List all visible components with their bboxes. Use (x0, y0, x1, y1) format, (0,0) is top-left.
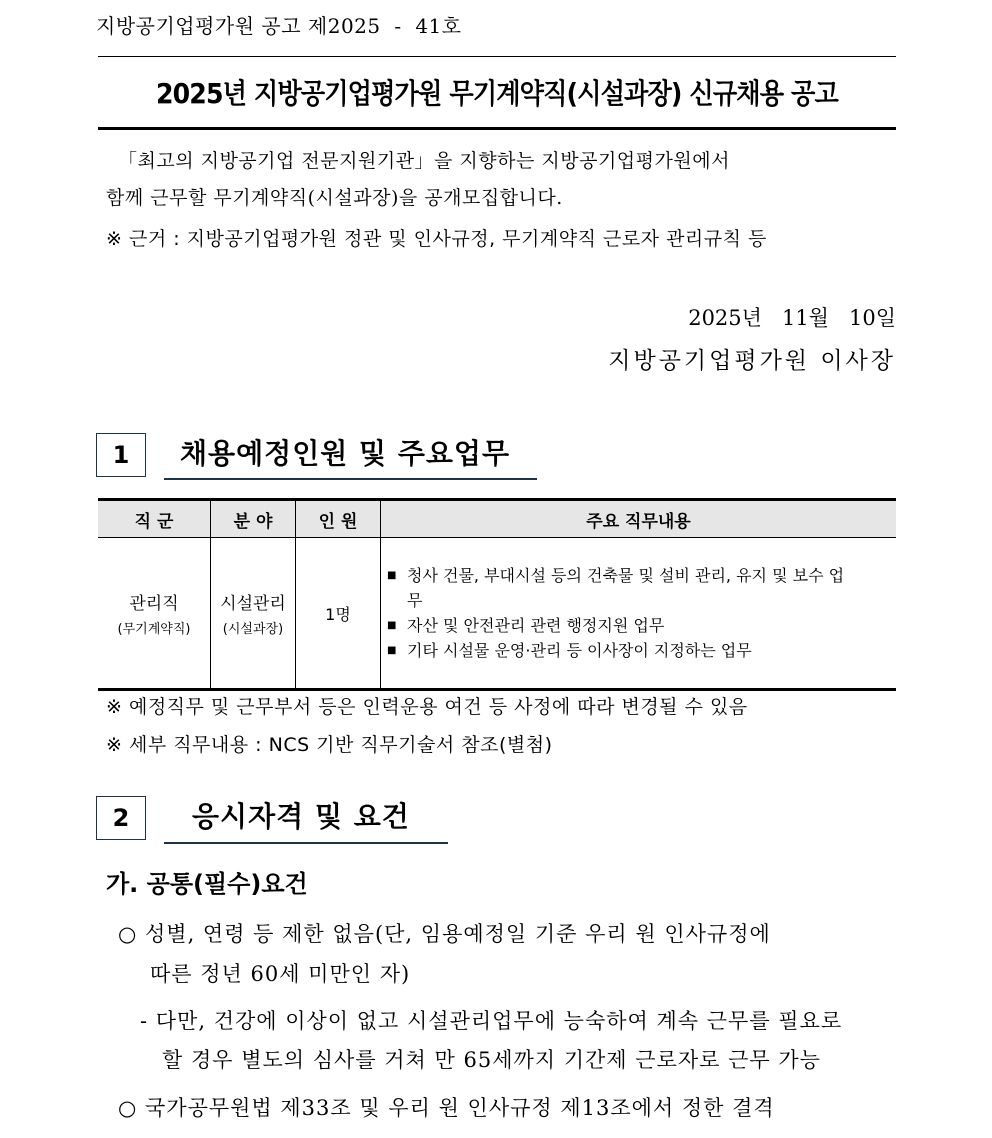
job-group-cell (98, 538, 211, 690)
section-underline (164, 842, 448, 844)
section-number-box: 2 (96, 796, 146, 840)
recruitment-table (98, 498, 896, 691)
square-bullet-icon: ■ (387, 570, 397, 581)
requirement-item: ○ 성별, 연령 등 제한 없음(단, 임용예정일 기준 우리 원 인사규정에 (118, 922, 771, 946)
subsection-title: 가. 공통(필수)요건 (106, 870, 308, 898)
job-group: 관리직 (129, 594, 179, 614)
duty-item: ■ 자산 및 안전관리 관련 행정지원 업무 (387, 613, 895, 638)
top-divider (98, 56, 896, 57)
column-header: 분 야 (211, 500, 296, 538)
job-group-sub: (무기계약직) (117, 622, 191, 637)
field-sub: (시설과장) (222, 622, 284, 637)
square-bullet-icon: ■ (387, 620, 397, 631)
issuer: 지방공기업평가원 이사장 (608, 348, 896, 374)
legal-basis: ※ 근거 : 지방공기업평가원 정관 및 인사규정, 무기계약직 근로자 관리규칙 등 (106, 228, 767, 250)
column-header: 인 원 (296, 500, 381, 538)
square-bullet-icon: ■ (387, 645, 397, 656)
field-cell (211, 538, 296, 690)
table-note: ※ 세부 직무내용 : NCS 기반 직무기술서 참조(별첨) (106, 734, 553, 756)
requirement-item: ○ 국가공무원법 제33조 및 우리 원 인사규정 제13조에서 정한 결격 (118, 1096, 775, 1120)
column-header: 주요 직무내용 (381, 500, 897, 538)
table-header-row (98, 500, 896, 538)
intro-line-1: 「최고의 지방공기업 전문지원기관」을 지향하는 지방공기업평가원에서 (118, 150, 730, 172)
duty-item: ■ 청사 건물, 부대시설 등의 건축물 및 설비 관리, 유지 및 보수 업무 (387, 563, 895, 613)
section-number-box: 1 (96, 433, 146, 477)
announcement-date: 2025년 11월 10일 (688, 306, 896, 330)
duties-cell (381, 538, 897, 690)
intro-line-2: 함께 근무할 무기계약직(시설과장)을 공개모집합니다. (106, 187, 563, 209)
document-number: 지방공기업평가원 공고 제2025 - 41호 (96, 14, 462, 38)
field: 시설관리 (220, 594, 286, 614)
table-note: ※ 예정직무 및 근무부서 등은 인력운용 여건 등 사정에 따라 변경될 수 있음 (106, 696, 748, 718)
page-title: 2025년 지방공기업평가원 무기계약직(시설과장) 신규채용 공고 (156, 77, 838, 110)
requirement-detail: - 다만, 건강에 이상이 없고 시설관리업무에 능숙하여 계속 근무를 필요로 (140, 1009, 843, 1033)
column-header: 직 군 (98, 500, 211, 538)
section-underline (164, 478, 537, 480)
requirement-item-continuation: 따른 정년 60세 미만인 자) (150, 962, 411, 986)
section-title: 응시자격 및 요건 (192, 800, 410, 833)
title-divider (98, 127, 896, 130)
duty-item: ■ 기타 시설물 운영·관리 등 이사장이 지정하는 업무 (387, 638, 895, 663)
headcount-cell: 1명 (296, 538, 381, 690)
requirement-detail-continuation: 할 경우 별도의 심사를 거쳐 만 65세까지 기간제 근로자로 근무 가능 (162, 1048, 821, 1072)
table-row (98, 538, 896, 690)
section-title: 채용예정인원 및 주요업무 (180, 437, 511, 470)
